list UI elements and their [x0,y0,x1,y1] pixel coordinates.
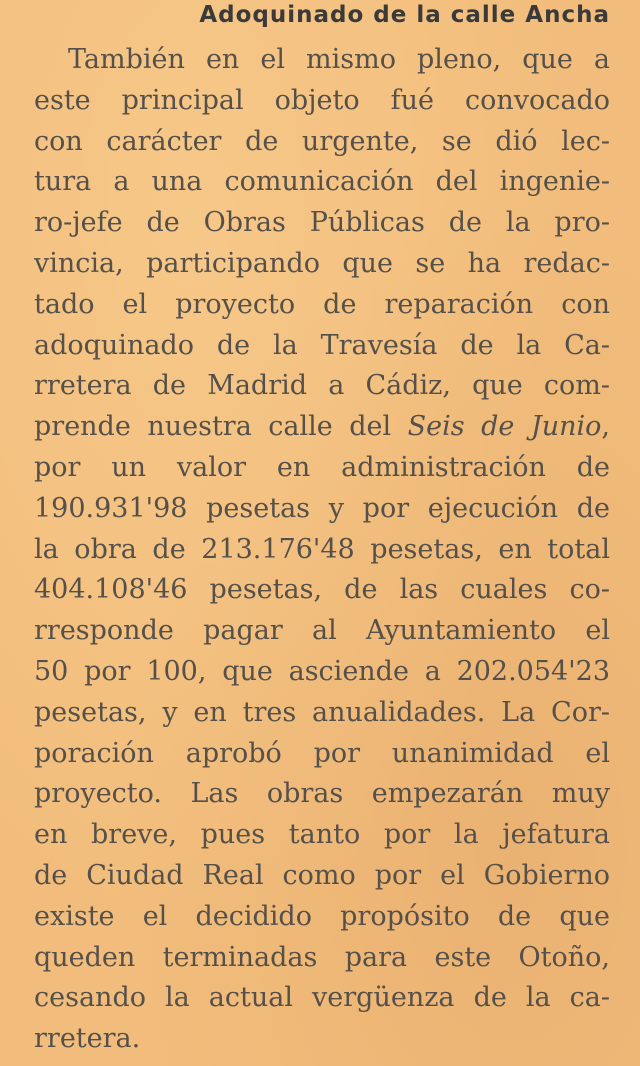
article-line-text: prende nuestra calle del [34,411,408,443]
article-line: tura a una comunicación del ingenie- [34,166,610,198]
article-body [34,40,610,1060]
article-line: la obra de 213.176'48 pesetas, en total [34,533,610,565]
article-line: ro-jefe de Obras Públicas de la pro- [34,207,610,239]
street-name: Seis de Junio [407,411,602,443]
article-line-street [34,407,610,448]
article-line: pesetas, y en tres anualidades. La Cor- [34,696,610,728]
article-line: 404.108'46 pesetas, de las cuales co- [34,574,610,606]
article-line: en breve, pues tanto por la jefatura [34,819,610,851]
article-line: 50 por 100, que asciende a 202.054'23 [34,655,610,687]
article-line: queden terminadas para este Otoño, [34,941,610,973]
article-line: rretera. [34,1023,141,1055]
article-line: También en el mismo pleno, que a [68,44,610,75]
article-line: proyecto. Las obras empezarán muy [34,778,610,810]
article-line: poración aprobó por unanimidad el [34,737,610,769]
article-line: 190.931'98 pesetas y por ejecución de [34,492,610,524]
street-name-suffix: , [601,411,610,443]
article-line: adoquinado de la Travesía de la Ca- [34,329,610,361]
article-line: de Ciudad Real como por el Gobierno [34,859,610,891]
article-line: rresponde pagar al Ayuntamiento el [34,615,610,647]
article-heading: Adoquinado de la calle Ancha [199,2,610,28]
article-line: cesando la actual vergüenza de la ca- [34,982,610,1014]
article-line: este principal objeto fué convocado [34,84,610,116]
article-line: existe el decidido propósito de que [34,900,610,932]
article-line: vincia, participando que se ha redac- [34,247,610,279]
article-line: por un valor en administración de [34,451,610,483]
article-line: rretera de Madrid a Cádiz, que com- [34,370,610,402]
article-line: tado el proyecto de reparación con [34,288,610,320]
article-line: con carácter de urgente, se dió lec- [34,125,610,157]
